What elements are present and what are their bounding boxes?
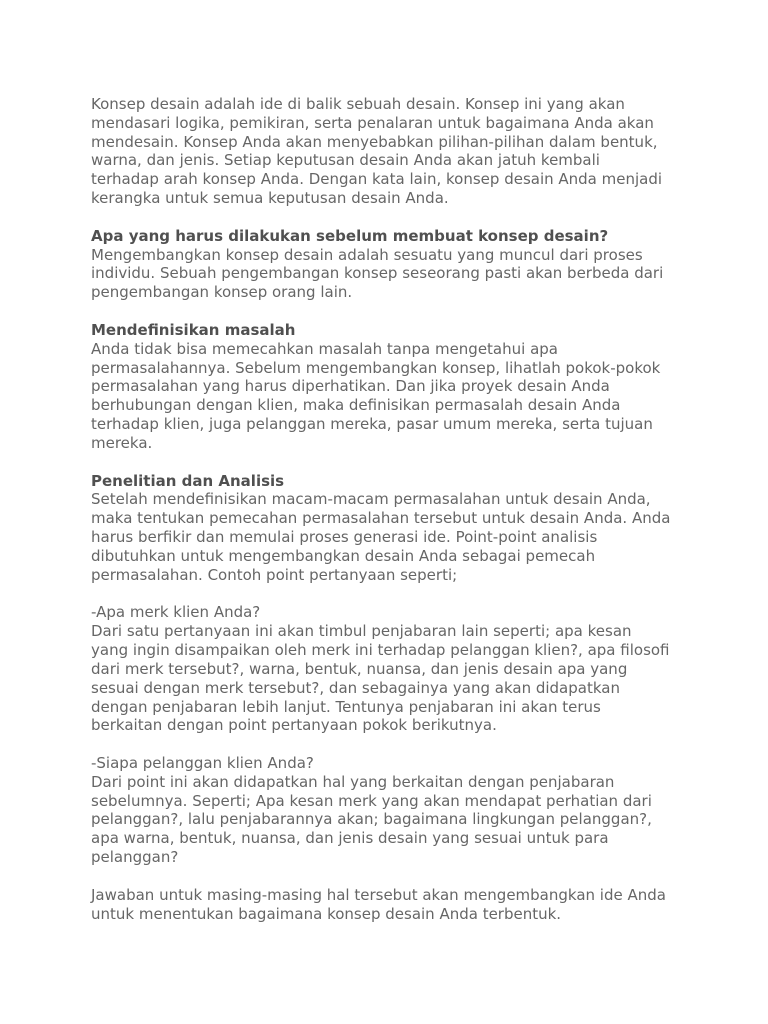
text-line: kerangka untuk semua keputusan desain Anda.: [91, 189, 449, 208]
text-line: Dari satu pertanyaan ini akan timbul penjabaran lain seperti; apa kesan: [91, 622, 632, 641]
section-heading: Mendefinisikan masalah: [91, 320, 296, 339]
text-line: pelanggan?: [91, 848, 179, 867]
text-line: permasalahannya. Sebelum mengembangkan konsep, lihatlah pokok-pokok: [91, 358, 661, 377]
text-line: apa warna, bentuk, nuansa, dan jenis desain yang sesuai untuk para: [91, 829, 609, 848]
question-label: -Siapa pelanggan klien Anda?: [91, 753, 314, 772]
conclusion-paragraph: [91, 886, 670, 924]
text-line: berkaitan dengan point pertanyaan pokok berikutnya.: [91, 716, 497, 735]
text-line: warna, dan jenis. Setiap keputusan desain Anda akan jatuh kembali: [91, 151, 600, 170]
text-line: mendesain. Konsep Anda akan menyebabkan pilihan-pilihan dalam bentuk,: [91, 132, 658, 151]
text-line: sesuai dengan merk tersebut?, dan sebagainya yang akan didapatkan: [91, 678, 620, 697]
text-line: dibutuhkan untuk mengembangkan desain Anda sebagai pemecah: [91, 546, 596, 565]
text-line: mereka.: [91, 433, 153, 452]
document-body: [91, 95, 670, 923]
text-line: sebelumnya. Seperti; Apa kesan merk yang akan mendapat perhatian dari: [91, 791, 652, 810]
section-define-problem: [91, 321, 670, 453]
text-line: mendasari logika, pemikiran, serta penalaran untuk bagaimana Anda akan: [91, 113, 654, 132]
text-line: Setelah mendefinisikan macam-macam permasalahan untuk desain Anda,: [91, 490, 651, 509]
text-line: maka tentukan pemecahan permasalahan tersebut untuk desain Anda. Anda: [91, 509, 671, 528]
question-label: -Apa merk klien Anda?: [91, 603, 261, 622]
text-line: terhadap arah konsep Anda. Dengan kata lain, konsep desain Anda menjadi: [91, 170, 663, 189]
section-heading: Apa yang harus dilakukan sebelum membuat konsep desain?: [91, 226, 609, 245]
section-heading: Penelitian dan Analisis: [91, 471, 285, 490]
text-line: Dari point ini akan didapatkan hal yang berkaitan dengan penjabaran: [91, 772, 615, 791]
text-line: Konsep desain adalah ide di balik sebuah desain. Konsep ini yang akan: [91, 95, 625, 113]
text-line: pengembangan konsep orang lain.: [91, 283, 353, 302]
text-line: individu. Sebuah pengembangan konsep seseorang pasti akan berbeda dari: [91, 264, 664, 283]
question-client-customers: [91, 754, 670, 867]
question-client-brand: [91, 603, 670, 735]
text-line: yang ingin disampaikan oleh merk ini terhadap pelanggan klien?, apa filosofi: [91, 641, 670, 660]
text-line: berhubungan dengan klien, maka definisikan permasalah desain Anda: [91, 396, 621, 415]
text-line: Anda tidak bisa memecahkan masalah tanpa mengetahui apa: [91, 339, 558, 358]
text-line: dengan penjabaran lebih lanjut. Tentunya penjabaran ini akan terus: [91, 697, 601, 716]
text-line: harus berfikir dan memulai proses generasi ide. Point-point analisis: [91, 528, 598, 547]
text-line: Jawaban untuk masing-masing hal tersebut akan mengembangkan ide Anda: [91, 885, 666, 904]
text-line: Mengembangkan konsep desain adalah sesuatu yang muncul dari proses: [91, 245, 643, 264]
text-line: permasalahan yang harus diperhatikan. Dan jika proyek desain Anda: [91, 377, 610, 396]
intro-paragraph: [91, 95, 670, 208]
text-line: untuk menentukan bagaimana konsep desain Anda terbentuk.: [91, 904, 562, 923]
section-before-concept: [91, 227, 670, 302]
text-line: pelanggan?, lalu penjabarannya akan; bagaimana lingkungan pelanggan?,: [91, 810, 652, 829]
text-line: terhadap klien, juga pelanggan mereka, pasar umum mereka, serta tujuan: [91, 415, 653, 434]
text-line: permasalahan. Contoh point pertanyaan seperti;: [91, 565, 458, 584]
section-research-analysis: [91, 472, 670, 585]
text-line: dari merk tersebut?, warna, bentuk, nuansa, dan jenis desain apa yang: [91, 659, 628, 678]
